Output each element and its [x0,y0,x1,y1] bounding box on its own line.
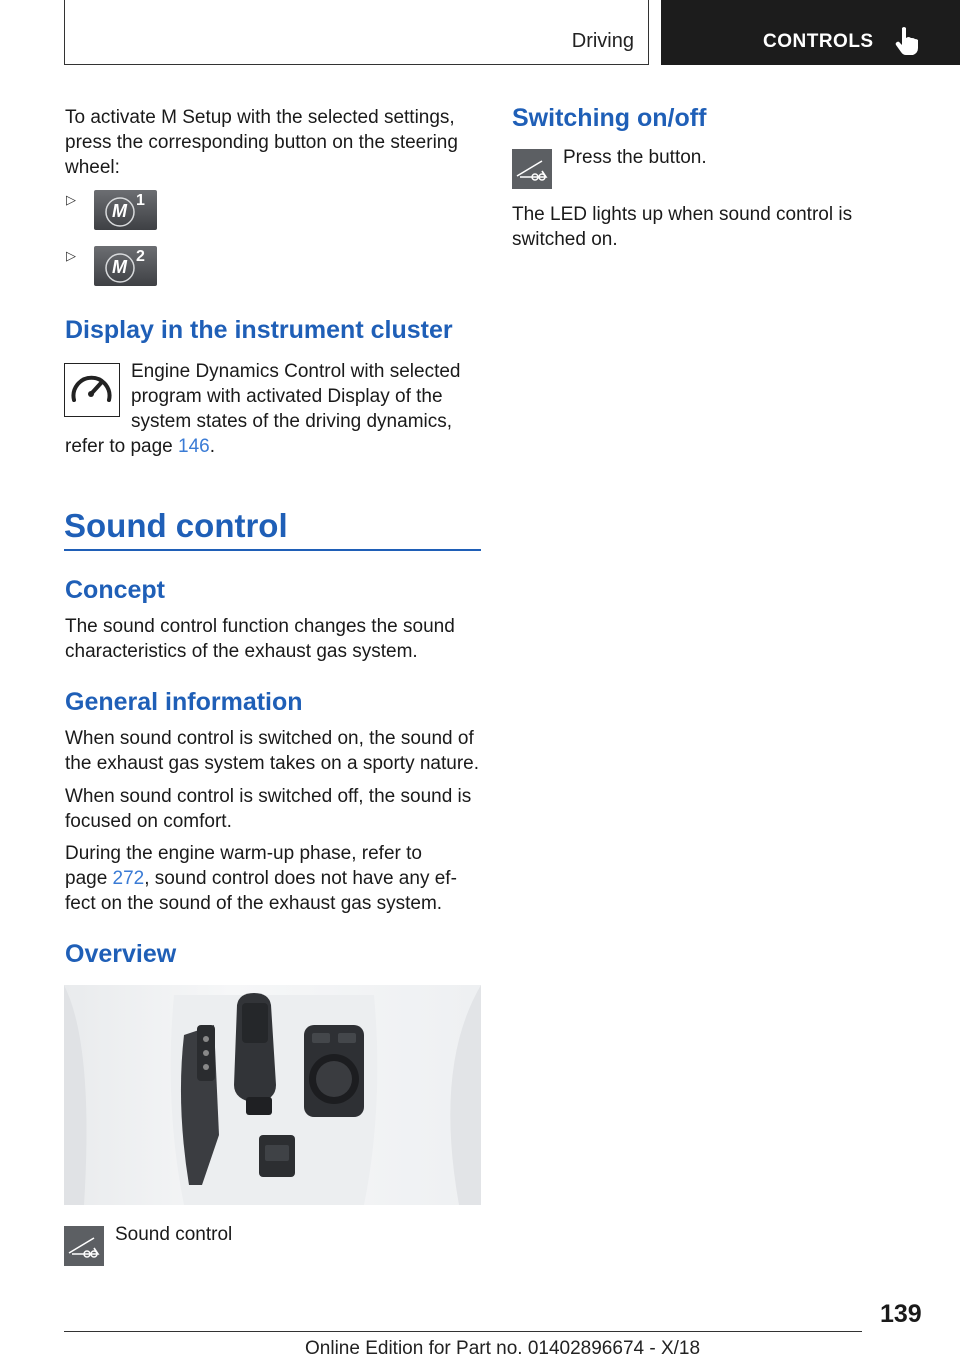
display-heading: Display in the instrument cluster [65,316,453,344]
display-text-1: Engine Dynamics Control with selected [131,361,461,382]
general-p2-1: When sound control is switched off, the sound is [65,786,472,807]
m2-number: 2 [136,248,145,265]
concept-text-2: characteristics of the exhaust gas system. [65,641,418,662]
pointing-hand-icon [894,26,920,56]
led-text-1: The LED lights up when sound control is [512,204,853,225]
display-ref: refer to page 146. [65,436,216,457]
bullet-m1: ▷ [66,192,76,207]
general-p2-2: focused on comfort. [65,811,232,832]
gauge-icon [64,363,120,417]
header-chapter-label: CONTROLS [763,31,874,52]
sound-control-icon [64,1226,104,1266]
intro-line-3: wheel: [65,157,120,178]
heading-rule [64,549,481,551]
general-p3-1: During the engine warm-up phase, refer to [65,843,422,864]
general-p1-1: When sound control is switched on, the sound of [65,728,474,749]
header-section-label: Driving [571,30,634,52]
bullet-m2: ▷ [66,248,76,263]
intro-line-2: press the corresponding button on the steering [65,132,458,153]
header-section-tab [64,0,649,65]
switch-heading: Switching on/off [512,104,707,132]
concept-text-1: The sound control function changes the sound [65,616,455,637]
led-text-2: switched on. [512,229,618,250]
concept-heading: Concept [65,576,165,604]
display-text-2: program with activated Display of the [131,386,443,407]
general-p1-2: the exhaust gas system takes on a sporty nature. [65,753,480,774]
footer-edition: Online Edition for Part no. 01402896674 - X/18 [305,1338,701,1359]
page-number: 139 [880,1300,922,1328]
image-caption: Sound control [115,1224,233,1245]
sound-control-heading: Sound control [64,507,288,544]
overview-heading: Overview [65,940,177,968]
m1-number: 1 [136,192,145,209]
intro-line-1: To activate M Setup with the selected settings, [65,107,455,128]
footer-rule [64,1331,862,1332]
sound-button-icon [512,149,552,189]
page-link-146[interactable]: 146 [178,436,210,457]
m2-label: M [112,257,127,277]
general-p3-3: fect on the sound of the exhaust gas system. [65,893,443,914]
page-link-272[interactable]: 272 [112,868,145,889]
display-text-3: system states of the driving dynamics, [131,411,453,432]
general-p3-2: page 272, sound control does not have any ef- [65,868,457,889]
m2-button-icon [94,246,157,286]
general-heading: General information [65,688,303,716]
switch-text: Press the button. [563,147,707,168]
m1-button-icon [94,190,157,230]
m1-label: M [112,201,127,221]
center-console-image [64,985,481,1205]
